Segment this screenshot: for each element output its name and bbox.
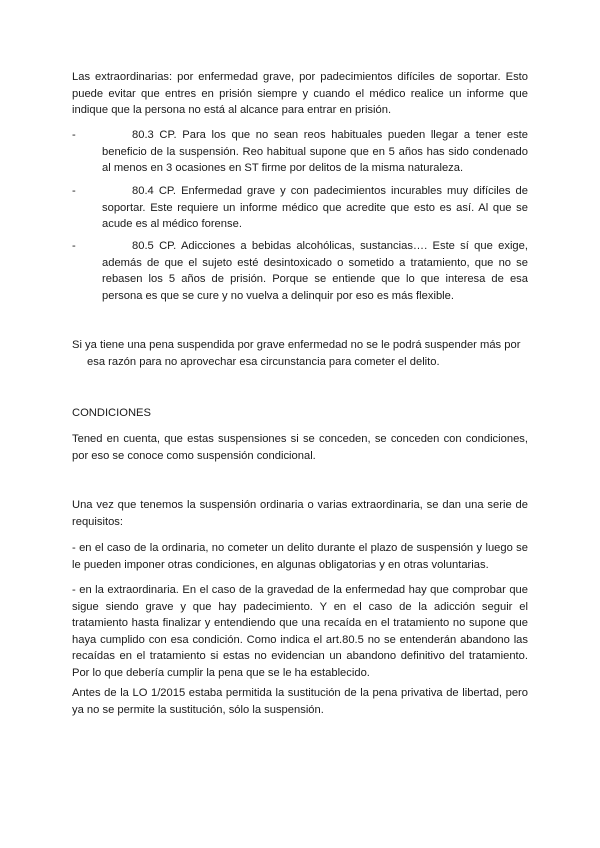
suspended-line-1: Si ya tiene una pena suspendida por grave enfermedad no se le podrá suspender más por	[72, 339, 521, 351]
antes-paragraph: Antes de la LO 1/2015 estaba permitida la sustitución de la pena privativa de libertad, pero ya no se permite la sustitución, sólo la suspensión.	[72, 687, 528, 716]
ordinaria-paragraph: - en el caso de la ordinaria, no cometer un delito durante el plazo de suspensión y luego se le pueden imponer otras condiciones, en algunas obligatorias y en otras voluntarias.	[72, 542, 528, 571]
requisitos-paragraph: Una vez que tenemos la suspensión ordinaria o varias extraordinaria, se dan una serie de requisitos:	[72, 499, 528, 528]
bullet-item-80-4	[72, 183, 528, 233]
bullet-dash: -	[72, 185, 76, 197]
suspended-sentence-paragraph	[72, 337, 528, 370]
bullet-dash: -	[72, 240, 76, 252]
bullet-dash: -	[72, 129, 76, 141]
suspended-line-2: esa razón para no aprovechar esa circunstancia para cometer el delito.	[87, 355, 440, 368]
tened-paragraph: Tened en cuenta, que estas suspensiones si se conceden, se conceden con condiciones, por eso se conoce como suspensión condicional.	[72, 433, 528, 462]
bullet-text: 80.5 CP. Adicciones a bebidas alcohólicas, sustancias…. Este sí que exige, además de que el sujeto esté desintoxicado o sometido a tratamiento, que no se rebasen los 5 años de prisión. Porque se entiende que lo que interesa de esa persona es que se cure y no vuelva a delinquir por eso es más flexible.	[102, 240, 528, 302]
bullet-item-80-5	[72, 238, 528, 304]
section-heading-condiciones: CONDICIONES	[72, 407, 151, 419]
bullet-text: 80.4 CP. Enfermedad grave y con padecimientos incurables muy difíciles de soportar. Este requiere un informe médico que acredite que esto es así. Al que se acude es al médico forense.	[102, 185, 528, 230]
bullet-text: 80.3 CP. Para los que no sean reos habituales pueden llegar a tener este beneficio de la suspensión. Reo habitual supone que en 5 años has sido condenado al menos en 3 ocasiones en ST firme por delitos de la misma naturaleza.	[102, 129, 528, 174]
extraordinaria-paragraph: - en la extraordinaria. En el caso de la gravedad de la enfermedad hay que comprobar que sigue siendo grave y que hay padecimiento. Y en el caso de la adicción seguir el tratamiento hasta finalizar y entendiendo que una recaída en el tratamiento no supone que haya cumplido con esa condición. Como indica el art.80.5 no se entenderán abandono las recaídas en el tratamiento si estas no evidencian un abandono definitivo del tratamiento. Por lo que debería cumplir la pena que se le ha establecido.	[72, 584, 528, 679]
intro-paragraph: Las extraordinarias: por enfermedad grave, por padecimientos difíciles de soportar. Esto puede evitar que entres en prisión siempre y cuando el médico realice un informe que indique que la persona no está al alcance para entrar en prisión.	[72, 71, 528, 116]
bullet-item-80-3	[72, 127, 528, 177]
